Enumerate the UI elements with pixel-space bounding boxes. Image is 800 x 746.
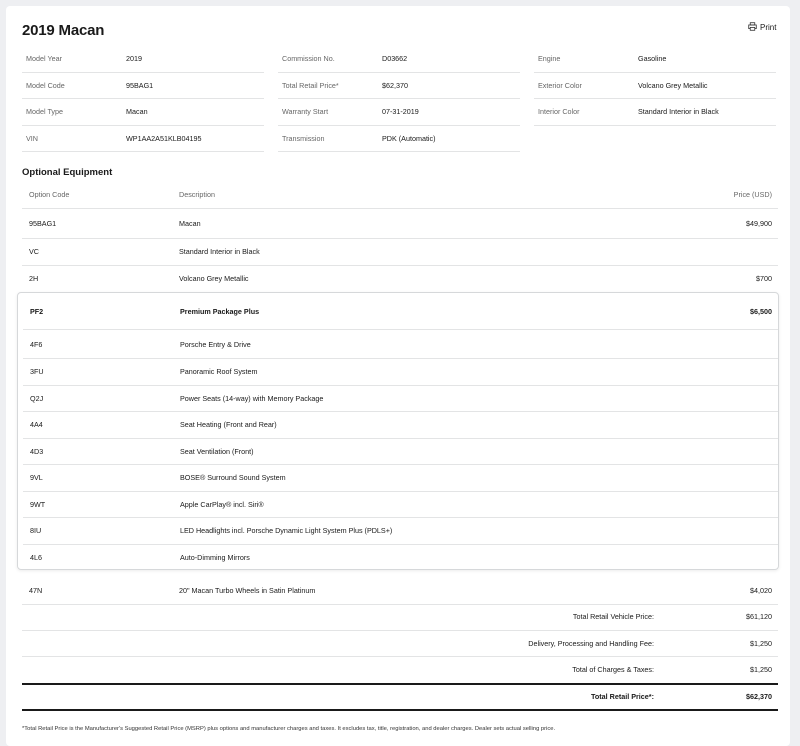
header-price: Price (USD): [733, 189, 772, 199]
final-total-label: Total Retail Price*:: [591, 692, 654, 701]
item-code: 9VL: [30, 473, 43, 483]
package-item-row: [23, 439, 778, 466]
option-description: Standard Interior in Black: [179, 247, 260, 257]
vehicle-detail-card: [6, 6, 790, 746]
total-row: [22, 604, 778, 631]
package-item-row: [23, 412, 778, 439]
table-row: [22, 209, 778, 239]
spec-column-1: [22, 46, 264, 152]
item-code: 4F6: [30, 339, 43, 349]
spec-column-2: [278, 46, 520, 152]
option-description: Volcano Grey Metallic: [179, 273, 249, 283]
final-total-row: [22, 683, 778, 711]
spec-value: 07-31-2019: [382, 107, 419, 117]
item-description: Panoramic Roof System: [180, 367, 258, 377]
spec-key: Exterior Color: [538, 80, 582, 90]
footnote: *Total Retail Price is the Manufacturer's Suggested Retail Price (MSRP) plus options and manufacturer charges and taxes. It excludes tax, title, registration, and dealer charges. Dealer sets actual selling price.: [22, 726, 556, 732]
equipment-table: [22, 180, 778, 291]
item-code: 4A4: [30, 420, 43, 430]
spec-row: [278, 99, 520, 126]
spec-key: Model Type: [26, 107, 64, 117]
package-item-row: [23, 330, 778, 359]
page-title: 2019 Macan: [22, 22, 105, 39]
package-header-row: [23, 293, 778, 330]
header-description: Description: [179, 189, 215, 199]
total-amount: $1,250: [750, 665, 772, 675]
package-item-row: [23, 359, 778, 386]
totals-section: [22, 604, 778, 711]
spec-key: Total Retail Price*: [282, 80, 339, 90]
spec-value: 2019: [126, 54, 142, 64]
table-header: [22, 180, 778, 209]
spec-row: [278, 73, 520, 100]
item-code: 4L6: [30, 552, 42, 562]
option-code: 95BAG1: [29, 219, 57, 228]
total-label: Total of Charges & Taxes:: [572, 665, 654, 675]
spec-row: [22, 126, 264, 153]
spec-row: [534, 73, 776, 100]
spec-value: PDK (Automatic): [382, 133, 436, 143]
item-code: 8IU: [30, 526, 42, 536]
item-description: Auto-Dimming Mirrors: [180, 552, 250, 562]
total-amount: $61,120: [746, 612, 772, 622]
spec-value: 95BAG1: [126, 80, 154, 90]
item-description: Power Seats (14-way) with Memory Package: [180, 393, 324, 403]
print-button[interactable]: [748, 22, 776, 33]
table-row: [22, 266, 778, 292]
table-row: [22, 239, 778, 266]
item-description: Apple CarPlay® incl. Siri®: [180, 499, 264, 509]
equipment-table-bottom: [22, 578, 778, 605]
total-amount: $1,250: [750, 638, 772, 648]
table-row: [22, 578, 778, 605]
spec-row: [534, 46, 776, 73]
package-item-row: [23, 386, 778, 413]
item-description: LED Headlights incl. Porsche Dynamic Light System Plus (PDLS+): [180, 526, 393, 536]
spec-key: Transmission: [282, 133, 325, 143]
option-description: 20" Macan Turbo Wheels in Satin Platinum: [179, 586, 316, 596]
total-row: [22, 657, 778, 683]
item-description: Porsche Entry & Drive: [180, 339, 251, 349]
option-code: 47N: [29, 586, 43, 596]
option-code: 2H: [29, 273, 39, 283]
spec-value: Gasoline: [638, 54, 667, 64]
package-item-row: [23, 492, 778, 519]
item-code: 3FU: [30, 367, 44, 377]
package-price: $6,500: [750, 306, 772, 316]
item-code: 4D3: [30, 446, 44, 456]
package-item-row: [23, 465, 778, 492]
print-label: Print: [760, 23, 777, 32]
spec-row: [278, 126, 520, 153]
item-description: Seat Ventilation (Front): [180, 446, 254, 456]
item-description: BOSE® Surround Sound System: [180, 473, 286, 483]
package-item-row: [23, 518, 778, 545]
spec-value: D03662: [382, 54, 408, 64]
package-description: Premium Package Plus: [180, 306, 260, 316]
spec-value: Macan: [126, 107, 148, 117]
spec-value: $62,370: [382, 80, 408, 90]
spec-key: Model Code: [26, 80, 65, 90]
option-code: VC: [29, 247, 39, 257]
spec-row: [22, 73, 264, 100]
option-price: $4,020: [750, 586, 772, 596]
spec-value: Volcano Grey Metallic: [638, 80, 708, 90]
package-code: PF2: [30, 306, 44, 316]
spec-row: [534, 99, 776, 126]
package-item-row: [23, 545, 778, 571]
item-code: Q2J: [30, 393, 44, 403]
spec-value: Standard Interior in Black: [638, 107, 719, 117]
item-code: 9WT: [30, 499, 46, 509]
option-price: $49,900: [746, 219, 772, 228]
spec-value: WP1AA2A51KLB04195: [126, 133, 202, 143]
spec-row: [278, 46, 520, 73]
item-description: Seat Heating (Front and Rear): [180, 420, 277, 430]
header-option-code: Option Code: [29, 189, 70, 199]
printer-icon: [748, 22, 757, 33]
spec-key: VIN: [26, 133, 38, 143]
total-row: [22, 631, 778, 658]
spec-row: [22, 99, 264, 126]
spec-key: Model Year: [26, 54, 62, 64]
spec-row: [22, 46, 264, 73]
spec-key: Interior Color: [538, 107, 580, 117]
option-price: $700: [756, 273, 772, 283]
final-total-amount: $62,370: [746, 692, 772, 701]
package-box: [17, 292, 779, 570]
spec-column-3: [534, 46, 776, 126]
total-label: Total Retail Vehicle Price:: [572, 612, 654, 622]
spec-key: Commission No.: [282, 54, 335, 64]
optional-equipment-title: Optional Equipment: [22, 167, 113, 178]
spec-key: Warranty Start: [282, 107, 329, 117]
package-items: [23, 330, 778, 570]
option-description: Macan: [179, 219, 201, 228]
spec-key: Engine: [538, 54, 561, 64]
total-label: Delivery, Processing and Handling Fee:: [528, 638, 654, 648]
